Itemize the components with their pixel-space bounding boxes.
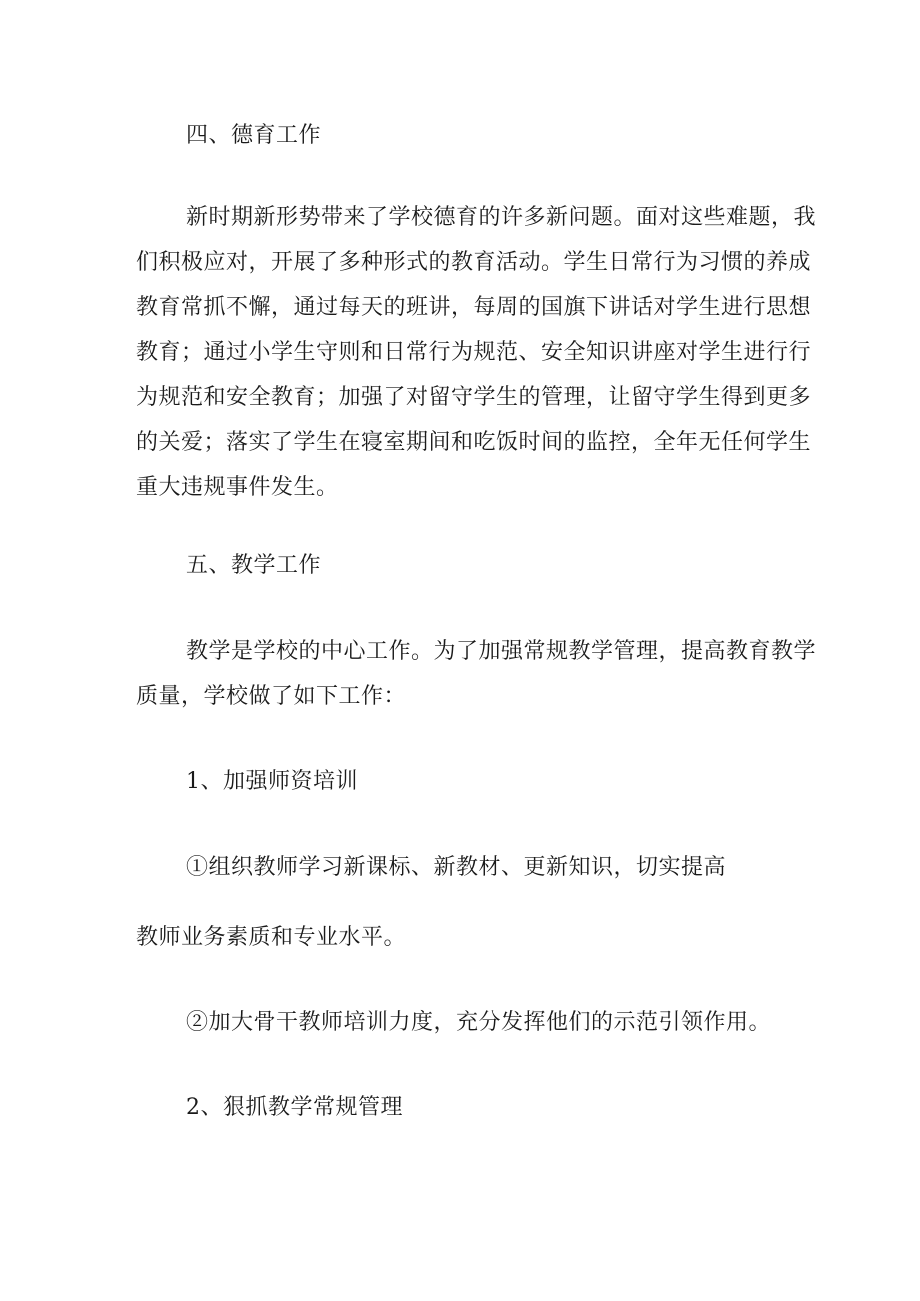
section-heading-moral-education: 四、德育工作	[186, 123, 322, 148]
section-heading-teaching: 五、教学工作	[186, 553, 322, 578]
item-heading-routine-management: 2、狠抓教学常规管理	[186, 1095, 403, 1120]
paragraph-line: 们积极应对，开展了多种形式的教育活动。学生日常行为习惯的养成	[136, 250, 812, 275]
paragraph-line: 新时期新形势带来了学校德育的许多新问题。面对这些难题，我	[186, 205, 817, 230]
paragraph-line: 教育；通过小学生守则和日常行为规范、安全知识讲座对学生进行行	[136, 340, 812, 365]
moral-education-paragraph	[136, 203, 817, 518]
paragraph-line: 的关爱；落实了学生在寝室期间和吃饭时间的监控，全年无任何学生	[136, 430, 812, 455]
training-point-2: ②加大骨干教师培训力度，充分发挥他们的示范引领作用。	[186, 1010, 772, 1035]
teaching-intro-paragraph	[136, 637, 817, 727]
item-heading-teacher-training: 1、加强师资培训	[186, 769, 358, 794]
training-point-1-line-2: 教师业务素质和专业水平。	[136, 925, 407, 950]
training-point-1-line-1: ①组织教师学习新课标、新教材、更新知识，切实提高	[186, 855, 727, 880]
paragraph-line: 教育常抓不懈，通过每天的班讲，每周的国旗下讲话对学生进行思想	[136, 295, 812, 320]
paragraph-line: 重大违规事件发生。	[136, 475, 339, 500]
paragraph-line: 为规范和安全教育；加强了对留守学生的管理，让留守学生得到更多	[136, 385, 812, 410]
paragraph-line: 教学是学校的中心工作。为了加强常规教学管理，提高教育教学	[186, 639, 817, 664]
paragraph-line: 质量，学校做了如下工作：	[136, 684, 407, 709]
